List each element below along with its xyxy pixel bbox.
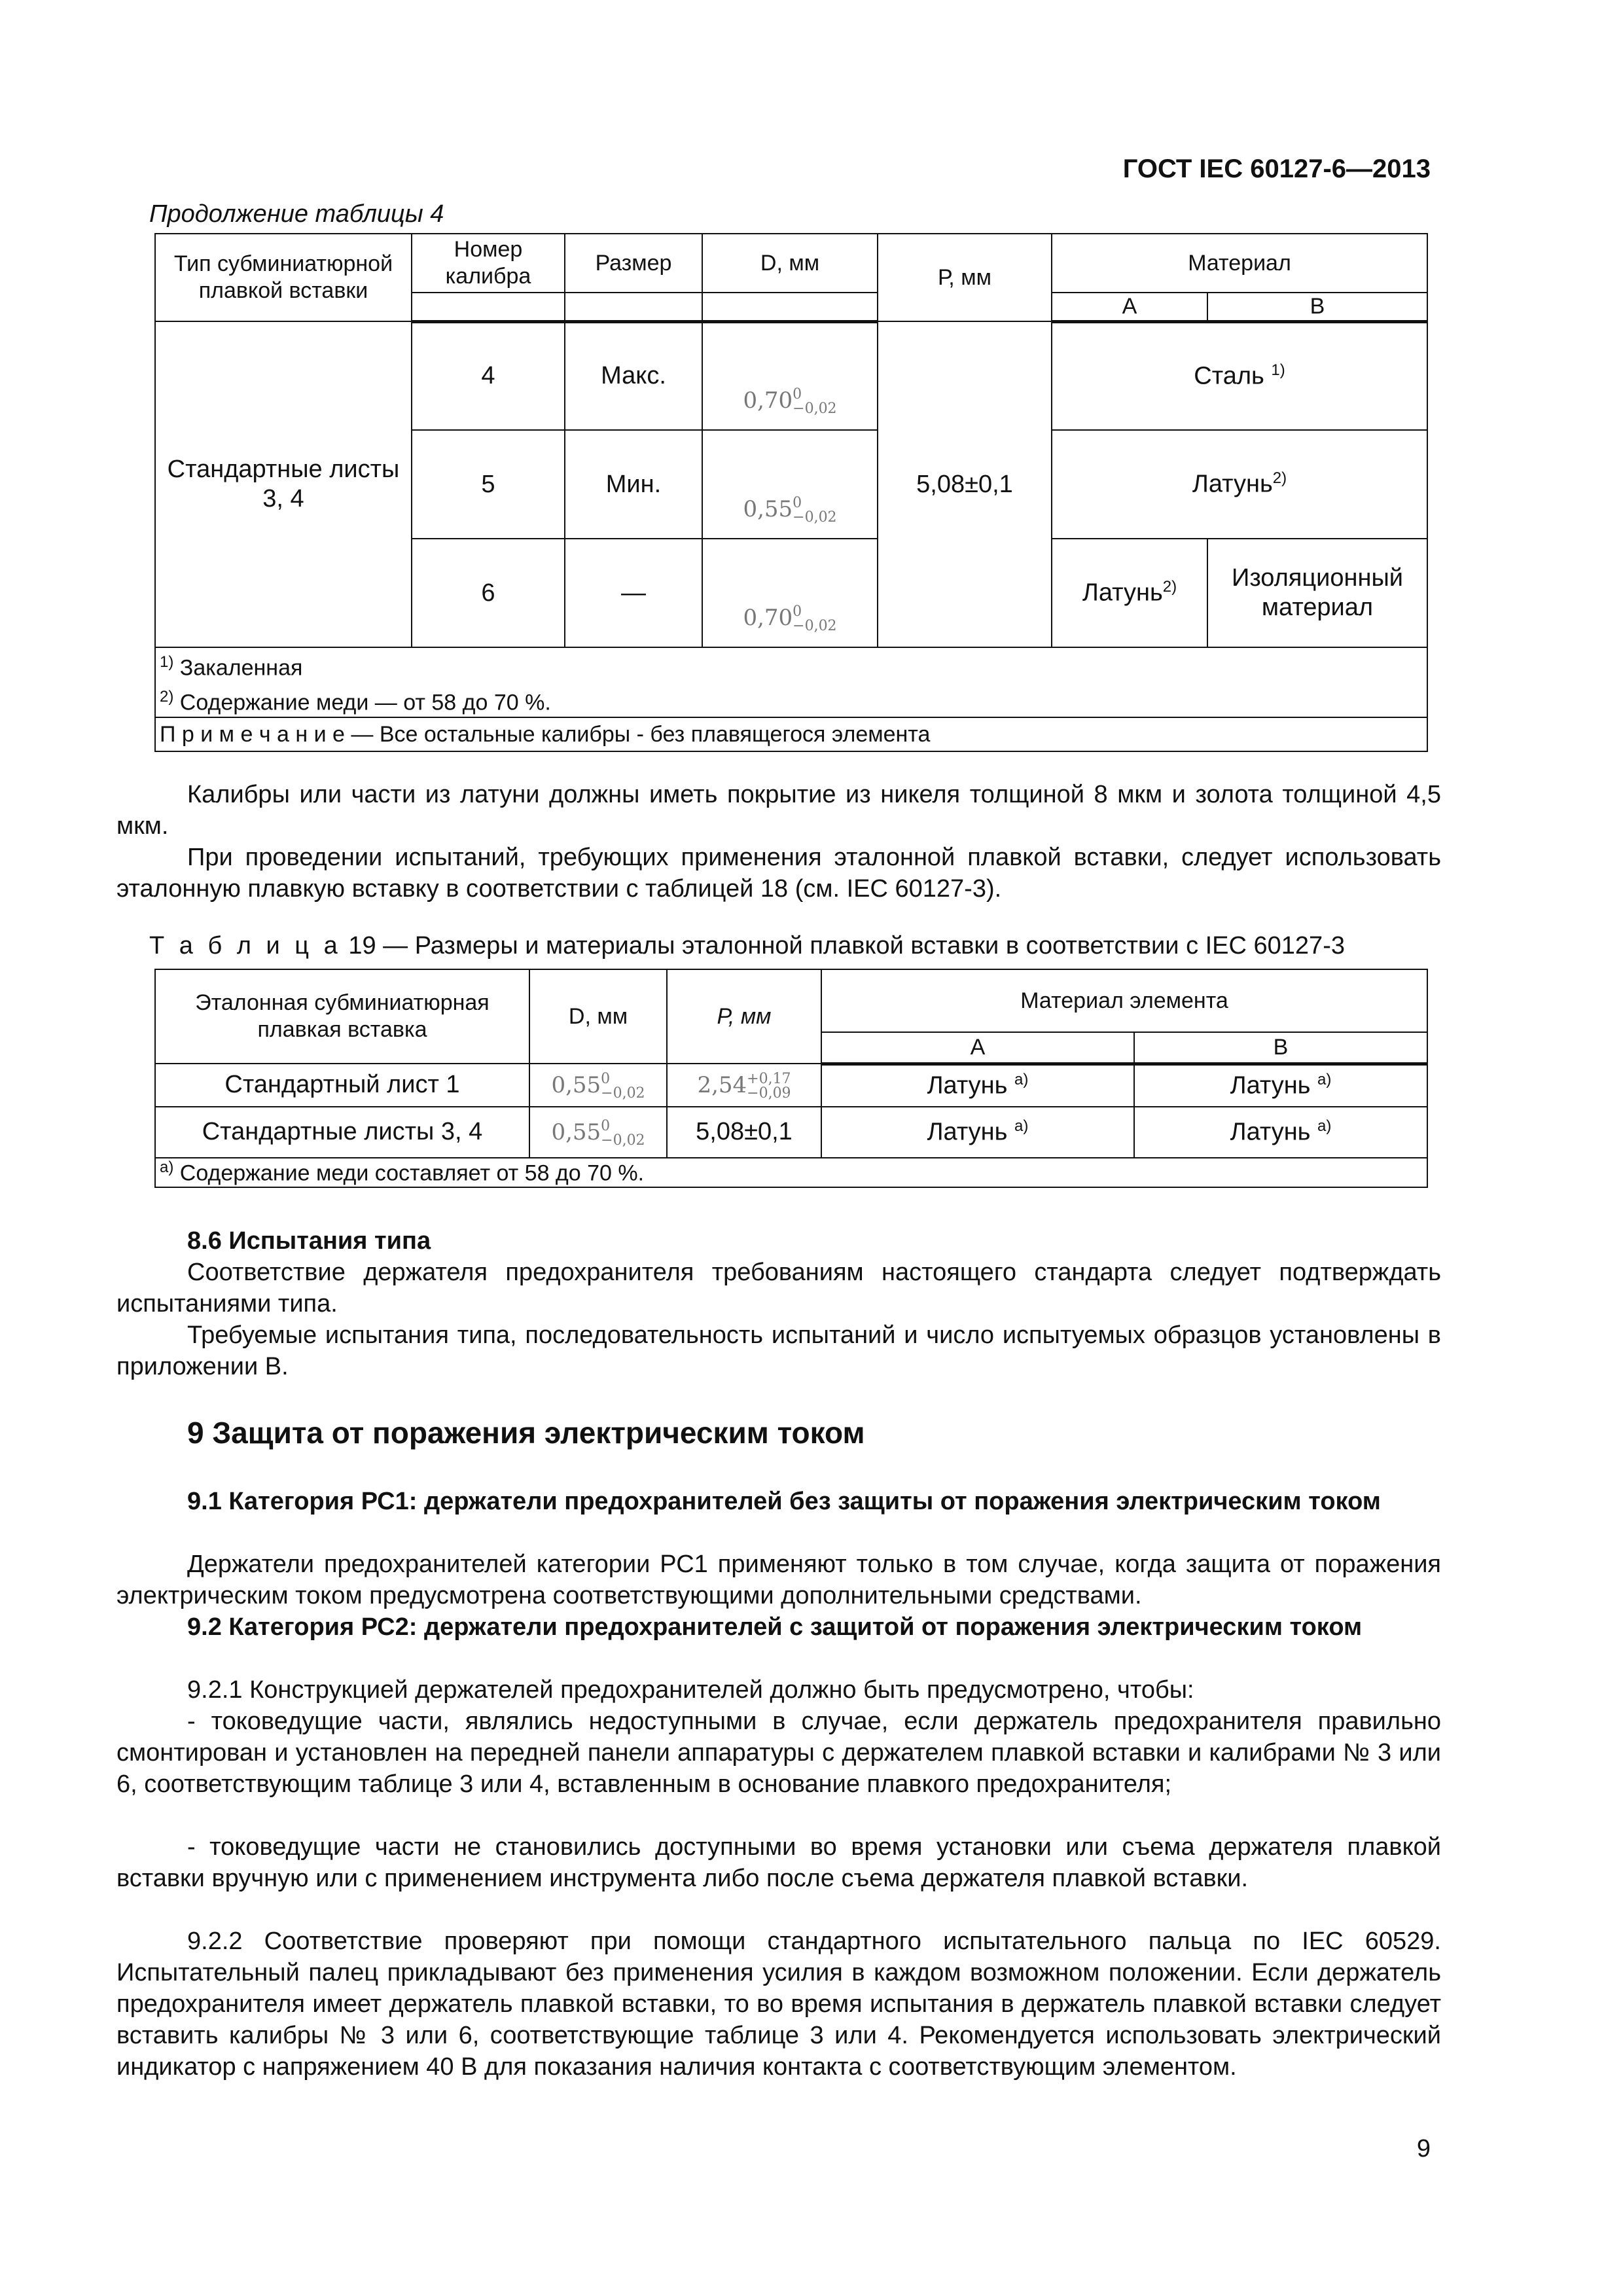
mat-a-cell: Латунь $^{а)}$ xyxy=(821,1064,1134,1107)
section-9-title: 9 Защита от поражения электрическим током xyxy=(187,1416,865,1450)
d-cell: 0,550 −0,02 xyxy=(529,1064,667,1107)
paragraph-reference: При проведении испытаний, требующих применения эталонной плавкой вставки, следует использовать эталонную плавкую вставку в соответствии с таблицей 18 (см. IEC 60127-3). xyxy=(116,844,1441,903)
size-cell: Макс. xyxy=(565,321,702,430)
header-d-blank xyxy=(702,293,878,321)
material-cell: Латунь$^{2)}$ xyxy=(1052,430,1427,539)
paragraph-9-1: Держатели предохранителей категории РС1 применяют только в том случае, когда защита от поражения электрическим током предусмотрена соответствующими дополнительными средствами. xyxy=(116,1551,1441,1609)
table-4 xyxy=(154,233,1428,752)
header-d: D, мм xyxy=(702,234,878,293)
gauge-cell: 4 xyxy=(412,321,565,430)
p-cell: 2,54+0,17 −0,09 xyxy=(667,1064,821,1107)
d-cell: 0,700 −0,02 xyxy=(702,539,878,647)
list-item: - токоведущие части не становились доступными во время установки или съема держателя плавкой вставки вручную или с применением инструмента либо после съема держателя плавкой вставки. xyxy=(116,1833,1441,1892)
header-type: Тип субминиатюрной плавкой вставки xyxy=(155,234,412,321)
d-cell: 0,550 −0,02 xyxy=(702,430,878,539)
section-9-2-title: 9.2 Категория РС2: держатели предохранителей с защитой от поражения электрическим током xyxy=(187,1613,1363,1641)
section-8-6-title: 8.6 Испытания типа xyxy=(187,1227,431,1255)
header-material: Материал xyxy=(1052,234,1427,293)
header-gauge: Номер калибра xyxy=(412,234,565,293)
ref-name: Стандартный лист 1 xyxy=(155,1064,529,1107)
header-mat-b: В xyxy=(1134,1032,1427,1064)
size-cell: — xyxy=(565,539,702,647)
d-cell: 0,700 −0,02 xyxy=(702,321,878,430)
d-cell: 0,550 −0,02 xyxy=(529,1107,667,1158)
footnote: $^{а)}$ Содержание меди составляет от 58 до 70 %. xyxy=(155,1158,1427,1187)
paragraph-8-6-1: Соответствие держателя предохранителя требованиям настоящего стандарта следует подтверждать испытаниями типа. xyxy=(116,1259,1441,1318)
p-cell: 5,08±0,1 xyxy=(667,1107,821,1158)
table-19 xyxy=(154,969,1428,1188)
header-size-blank xyxy=(565,293,702,321)
header-ref: Эталонная субминиатюрная плавкая вставка xyxy=(155,969,529,1064)
size-cell: Мин. xyxy=(565,430,702,539)
ref-name: Стандартные листы 3, 4 xyxy=(155,1107,529,1158)
header-d: D, мм xyxy=(529,969,667,1064)
header-size: Размер xyxy=(565,234,702,293)
table4-caption: Продолжение таблицы 4 xyxy=(149,200,444,228)
gauge-cell: 6 xyxy=(412,539,565,647)
paragraph-coating: Калибры или части из латуни должны иметь покрытие из никеля толщиной 8 мкм и золота толщиной 4,5 мкм. xyxy=(116,781,1441,840)
paragraph-9-2-1: 9.2.1 Конструкцией держателей предохранителей должно быть предусмотрено, чтобы: xyxy=(187,1676,1194,1704)
table19-caption: Т а б л и ц а 19 — Размеры и материалы эталонной плавкой вставки в соответствии с IEC 60127-3 xyxy=(149,932,1345,960)
section-9-1-title: 9.1 Категория РС1: держатели предохранителей без защиты от поражения электрическим током xyxy=(187,1488,1381,1515)
material-b-cell: Изоляционный материал xyxy=(1207,539,1427,647)
document-id: ГОСТ IEC 60127-6—2013 xyxy=(1122,154,1431,183)
header-p: Р, мм xyxy=(878,234,1052,321)
material-a-cell: Латунь$^{2)}$ xyxy=(1052,539,1207,647)
page-number: 9 xyxy=(1416,2135,1431,2162)
header-p: Р, мм xyxy=(667,969,821,1064)
paragraph-9-2-2: 9.2.2 Соответствие проверяют при помощи стандартного испытательного пальца по IEC 60529. Испытательный палец прикладывают без применения усилия в каждом возможном положении. Если держатель предохранителя имеет держатель плавкой вставки, то во время испытания в держатель плавкой вставки следует вставить калибры № 3 или 6, соответствующие таблице 3 или 4. Рекомендуется использовать электрический индикатор с напряжением 40 В для показания наличия контакта с соответствующим элементом. xyxy=(116,1928,1441,2081)
list-item: - токоведущие части, являлись недоступными в случае, если держатель предохранителя правильно смонтирован и установлен на передней панели аппаратуры с держателем плавкой вставки и калибрами № 3 или 6, соответствующим таблице 3 или 4, вставленным в основание плавкого предохранителя; xyxy=(116,1708,1441,1798)
mat-b-cell: Латунь $^{а)}$ xyxy=(1134,1107,1427,1158)
group-label: Стандартные листы 3, 4 xyxy=(155,321,412,647)
p-cell: 5,08±0,1 xyxy=(878,321,1052,647)
header-mat-b: В xyxy=(1207,293,1427,321)
footnotes: $^{1)}$ Закаленная $^{2)}$ Содержание меди — от 58 до 70 %. xyxy=(155,647,1427,717)
table-row xyxy=(155,1107,1427,1158)
header-mat-a: А xyxy=(821,1032,1134,1064)
mat-b-cell: Латунь $^{а)}$ xyxy=(1134,1064,1427,1107)
mat-a-cell: Латунь $^{а)}$ xyxy=(821,1107,1134,1158)
table-row xyxy=(155,1064,1427,1107)
header-material: Материал элемента xyxy=(821,969,1427,1032)
material-cell: Сталь $^{1)}$ xyxy=(1052,321,1427,430)
paragraph-8-6-2: Требуемые испытания типа, последовательность испытаний и число испытуемых образцов установлены в приложении В. xyxy=(116,1321,1441,1380)
gauge-cell: 5 xyxy=(412,430,565,539)
table-note: П р и м е ч а н и е — Все остальные калибры - без плавящегося элемента xyxy=(155,717,1427,751)
header-mat-a: А xyxy=(1052,293,1207,321)
table-row xyxy=(155,321,1427,430)
header-gauge-blank xyxy=(412,293,565,321)
